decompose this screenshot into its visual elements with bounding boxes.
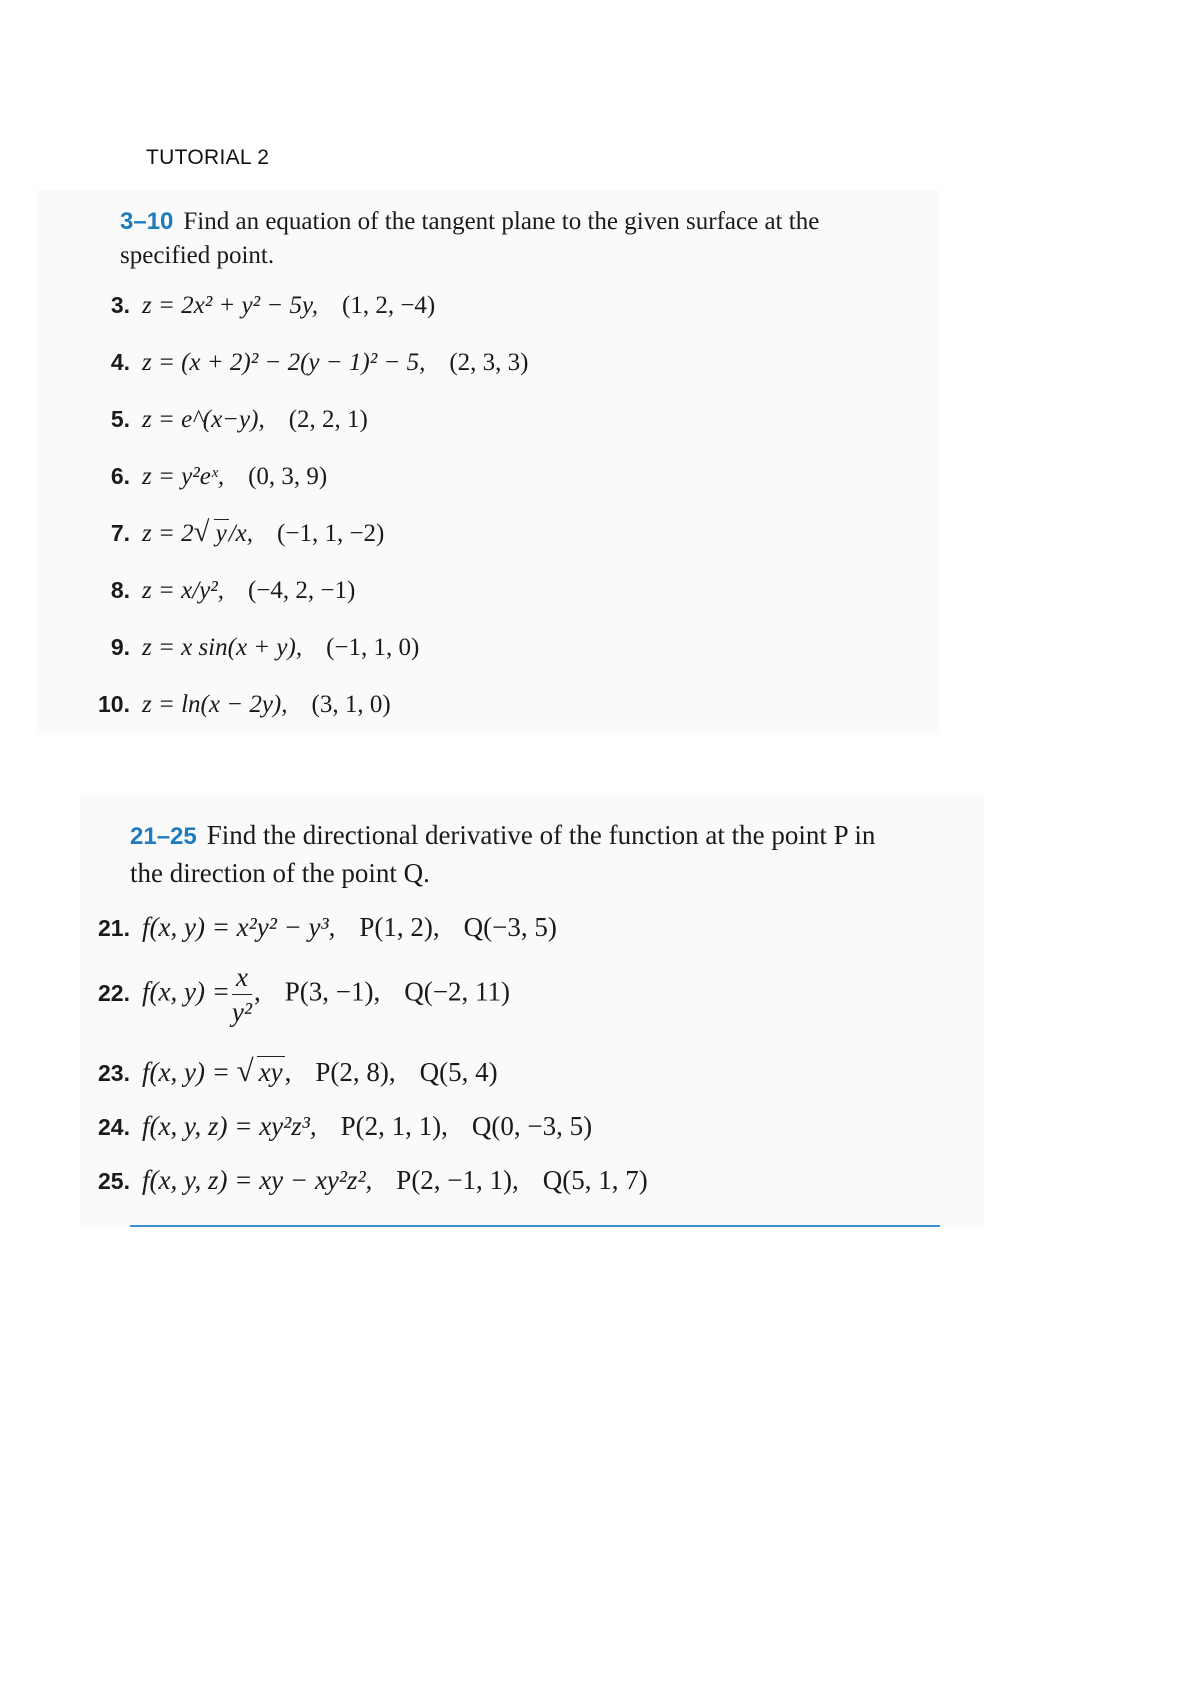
problem-expression: f(x, y) = (142, 1057, 230, 1087)
problem-number: 21. (98, 915, 130, 941)
fraction: $\frac{x}{\text{y²}}$ (231, 962, 253, 1027)
problem-9 (92, 634, 419, 662)
problem-21 (92, 912, 557, 943)
problem-expression: f(x, y) = (142, 976, 230, 1007)
section1-instructions (120, 205, 880, 273)
problem-number: 4. (110, 349, 130, 375)
problem-8 (92, 577, 355, 605)
problem-number: 10. (98, 691, 130, 717)
section2-text: Find the directional derivative of the function at the point P in the direction of the point Q. (130, 820, 876, 888)
problem-point: (3, 1, 0) (311, 691, 391, 718)
point-p: P(1, 2), (359, 912, 440, 942)
problem-4 (92, 349, 528, 377)
point-p: P(3, −1), (284, 976, 381, 1007)
problem-number: 24. (98, 1114, 130, 1140)
section1-text: Find an equation of the tangent plane to the given surface at the specified point. (120, 208, 820, 269)
problem-point: (0, 3, 9) (248, 463, 328, 490)
problem-point: (2, 3, 3) (449, 349, 529, 376)
problem-7: 7. z = 2 √ y/x, (−1, 1, −2) (92, 520, 384, 548)
problem-point: (−4, 2, −1) (247, 577, 356, 604)
point-q: Q(5, 4) (419, 1057, 498, 1087)
problem-6 (92, 463, 327, 491)
problem-number: 9. (110, 634, 130, 660)
problem-number: 6. (110, 463, 130, 489)
problem-expression: z = (x + 2)² − 2(y − 1)² − 5, (142, 349, 426, 376)
problem-expression: z = e^(x−y), (142, 406, 265, 433)
problem-expression: f(x, y, z) = xy − xy²z², (142, 1165, 373, 1195)
problem-number: 5. (110, 406, 130, 432)
problem-22: 22. f(x, y) = $\frac{x}{\text{y²}}$ , P(3, −1), Q(−2, 11) (92, 964, 510, 1025)
problem-expression: z = x/y², (142, 577, 224, 604)
problem-expression: z = x sin(x + y), (142, 634, 303, 661)
problem-point: (−1, 1, 0) (326, 634, 420, 661)
problem-expression: z = 2x² + y² − 5y, (142, 292, 318, 319)
problem-5 (92, 406, 368, 434)
section2-range: 21–25 (130, 823, 197, 850)
problem-expression: f(x, y) = x²y² − y³, (142, 912, 336, 942)
problem-number: 3. (110, 292, 130, 318)
problem-point: (1, 2, −4) (342, 292, 436, 319)
section-divider (130, 1225, 940, 1227)
point-p: P(2, −1, 1), (396, 1165, 519, 1195)
problem-25 (92, 1165, 648, 1196)
problem-24 (92, 1111, 592, 1142)
problem-3 (92, 292, 435, 320)
square-root: √ y (193, 516, 227, 548)
section2-instructions (130, 817, 890, 892)
section1-range: 3–10 (120, 208, 174, 235)
problem-point: (2, 2, 1) (288, 406, 368, 433)
point-q: Q(0, −3, 5) (471, 1111, 593, 1141)
problem-number: 8. (110, 577, 130, 603)
problem-expression: f(x, y, z) = xy²z³, (142, 1111, 317, 1141)
point-q: Q(−3, 5) (463, 912, 557, 942)
point-p: P(2, 8), (315, 1057, 396, 1087)
point-q: Q(5, 1, 7) (542, 1165, 648, 1195)
problem-23: 23. f(x, y) = √ xy, P(2, 8), Q(5, 4) (92, 1057, 498, 1088)
problem-expression: z = y²eˣ, (142, 463, 225, 490)
problem-expression: z = 2 (142, 520, 194, 547)
problem-number: 7. (110, 520, 130, 546)
point-p: P(2, 1, 1), (340, 1111, 448, 1141)
problem-number: 23. (98, 1060, 130, 1086)
point-q: Q(−2, 11) (404, 976, 510, 1007)
problem-point: (−1, 1, −2) (277, 520, 385, 547)
problem-expression: z = ln(x − 2y), (142, 691, 288, 718)
problem-10 (92, 691, 391, 719)
problem-number: 22. (98, 979, 130, 1006)
page-title: TUTORIAL 2 (146, 146, 270, 169)
problem-number: 25. (98, 1168, 130, 1194)
square-root: √ xy (236, 1053, 283, 1088)
